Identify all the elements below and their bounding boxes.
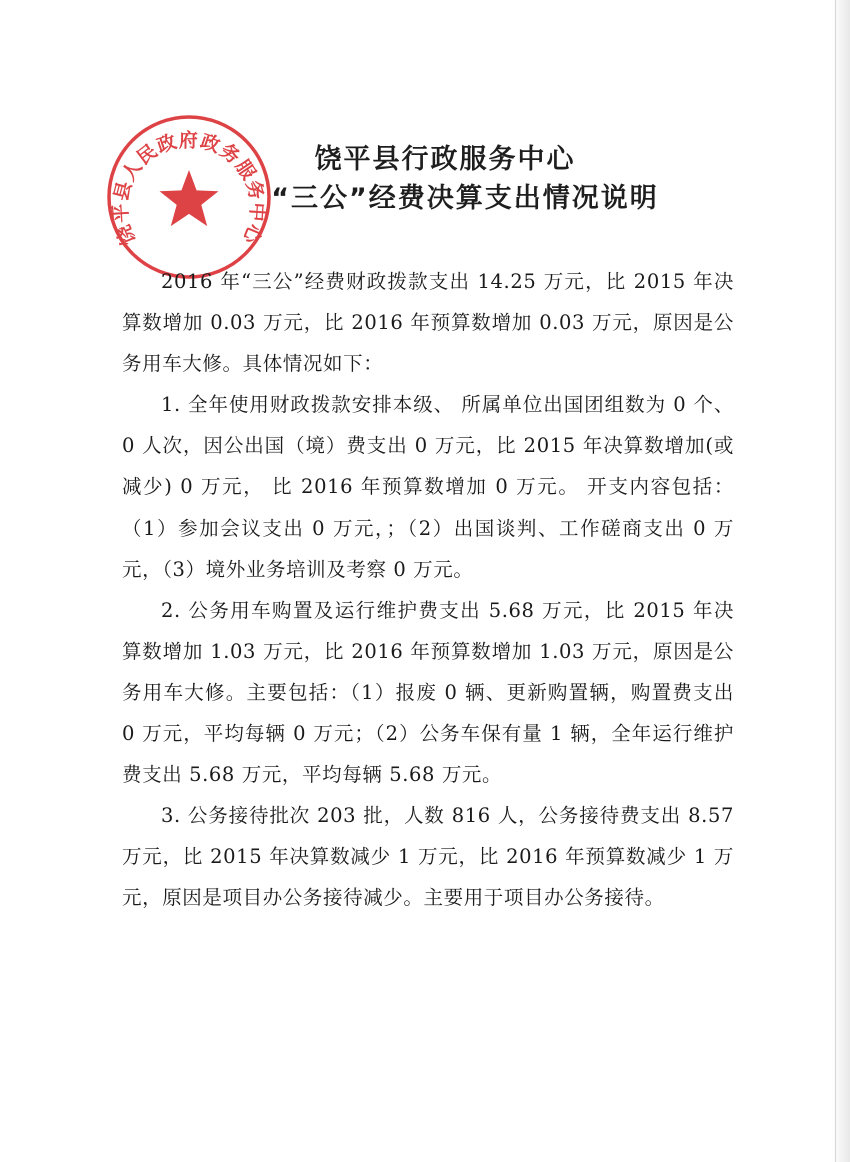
paragraph-summary: 2016 年“三公”经费财政拨款支出 14.25 万元，比 2015 年决算数增加 0.03 万元，比 2016 年预算数增加 0.03 万元，原因是公务用车大修。具体情况如下： [122, 270, 734, 376]
document-title-line1: 饶平县行政服务中心 [314, 144, 576, 175]
paragraph-overseas-travel: 1. 全年使用财政拨款安排本级、 所属单位出国团组数为 0 个、 0 人次，因公出国（境）费支出 0 万元，比 2015 年决算数增加(或减少) 0 万元， 比 2016 年预算数增加 0 万元。 开支内容包括：（1）参加会议支出 0 万元，；（2）出国谈判、工作磋商支出 0 万元，（3）境外业务培训及考察 0 万元。 [122, 393, 734, 581]
paragraph-official-vehicles: 2. 公务用车购置及运行维护费支出 5.68 万元，比 2015 年决算数增加 1.03 万元，比 2016 年预算数增加 1.03 万元，原因是公务用车大修。主要包括：（1）报废 0 辆、更新购置辆，购置费支出 0 万元，平均每辆 0 万元；（2）公务车保有量 1 辆，全年运行维护费支出 5.68 万元，平均每辆 5.68 万元。 [122, 598, 734, 787]
seal-text: 饶平县人民政府政务服务中心 [109, 129, 269, 248]
paragraph-official-reception: 3. 公务接待批次 203 批，人数 816 人，公务接待费支出 8.57 万元，比 2015 年决算数减少 1 万元，比 2016 年预算数减少 1 万元，原因是项目办公务接待减少。主要用于项目办公务接待。 [122, 804, 734, 910]
document-body [122, 261, 734, 919]
document-title-line2: “三公”经费决算支出情况说明 [271, 183, 659, 214]
